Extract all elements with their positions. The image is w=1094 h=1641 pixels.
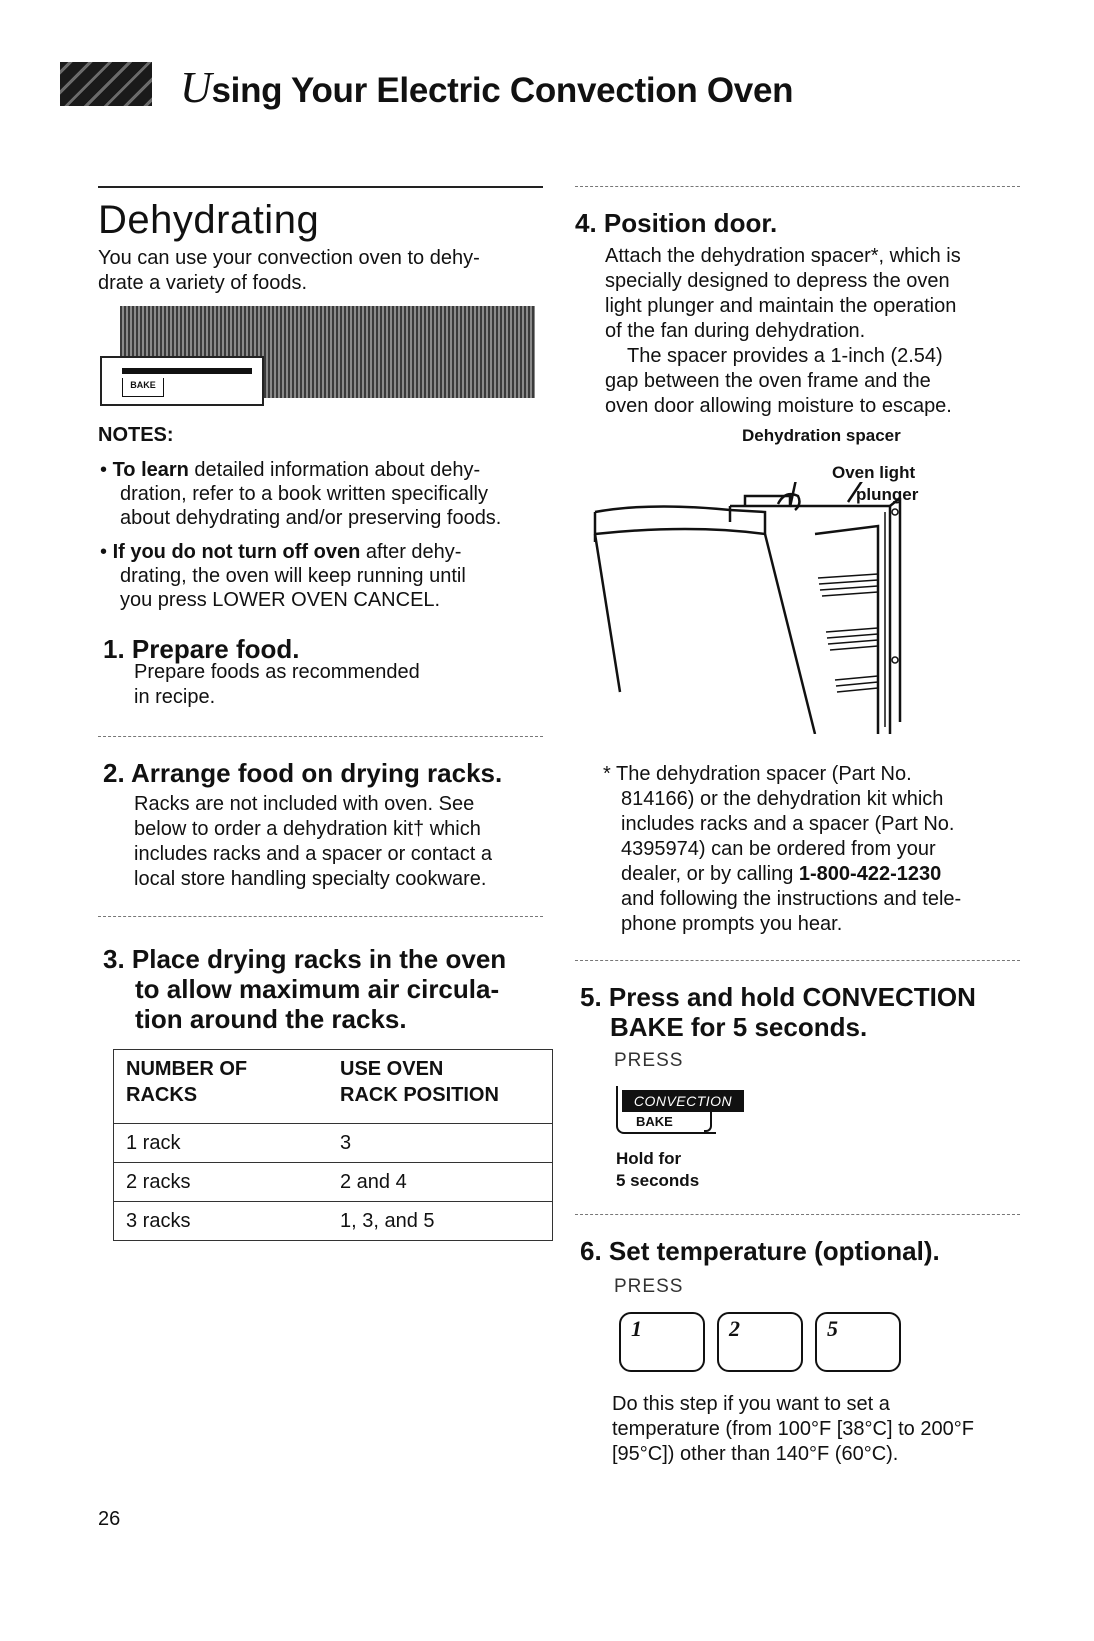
note-1-lead: To learn	[112, 459, 189, 481]
table-header-line: NUMBER OF	[126, 1058, 248, 1080]
hold-instruction	[616, 1148, 699, 1192]
key-2-label: 2	[729, 1316, 740, 1341]
step-3-line: 3. Place drying racks in the oven	[103, 944, 507, 974]
step-4-line: light plunger and maintain the operation	[605, 295, 957, 317]
footnote-line: 814166) or the dehydration kit which	[621, 788, 944, 810]
step-3-line: to allow maximum air circula-	[135, 974, 500, 1004]
key-1	[619, 1312, 705, 1372]
page-header-title	[180, 62, 793, 113]
step-1-body	[134, 660, 420, 710]
note-2-line: after dehy-	[360, 541, 462, 563]
step-6-line: [95°C]) other than 140°F (60°C).	[612, 1443, 899, 1465]
step-1-line: Prepare foods as recommended	[134, 661, 420, 683]
table-cell: 3 racks	[126, 1209, 191, 1232]
hold-line: 5 seconds	[616, 1171, 700, 1190]
note-2-line: drating, the oven will keep running until	[120, 565, 466, 587]
label-line: plunger	[856, 485, 919, 504]
header-title-cap: U	[180, 63, 212, 112]
footnote-line: dealer, or by calling	[621, 863, 799, 885]
panel-key-label: BAKE	[122, 378, 164, 397]
intro-line: drate a variety of foods.	[98, 272, 308, 294]
footnote-line: phone prompts you hear.	[621, 913, 843, 935]
footnote-line: includes racks and a spacer (Part No.	[621, 813, 955, 835]
divider	[575, 186, 1020, 187]
note-2-line: you press LOWER OVEN CANCEL.	[120, 589, 441, 611]
footnote	[603, 762, 961, 937]
key-5	[815, 1312, 901, 1372]
note-2-lead: If you do not turn off oven	[112, 541, 361, 563]
table-header-cell	[340, 1056, 552, 1108]
panel-key-bar	[122, 368, 252, 374]
divider	[98, 736, 543, 737]
step-6-title: 6. Set temperature (optional).	[580, 1236, 940, 1266]
step-4-line: gap between the oven frame and the	[605, 370, 931, 392]
key-5-label: 5	[827, 1316, 838, 1341]
step-3-line: tion around the racks.	[135, 1004, 407, 1034]
step-4-body	[605, 244, 961, 419]
table-header-row	[114, 1050, 552, 1124]
step-4-title: 4. Position door.	[575, 208, 778, 238]
key-bottom-label: BAKE	[636, 1114, 673, 1129]
header-title-rest: sing Your Electric Convection Oven	[211, 71, 794, 110]
brand-logo	[60, 62, 152, 106]
step-4-line: specially designed to depress the oven	[605, 270, 950, 292]
table-header-line: RACK POSITION	[340, 1084, 499, 1106]
footnote-line: 4395974) can be ordered from your	[621, 838, 936, 860]
section-title: Dehydrating	[98, 198, 320, 242]
press-label: PRESS	[614, 1276, 684, 1297]
notes-title: NOTES:	[98, 424, 174, 446]
intro-text	[98, 246, 480, 296]
note-1-line: about dehydrating and/or preserving foods.	[120, 507, 502, 529]
table-cell: 1 rack	[126, 1131, 181, 1154]
step-2-line: local store handling specialty cookware.	[134, 868, 487, 890]
step-6-body	[612, 1392, 974, 1467]
control-panel-illustration	[100, 300, 537, 418]
hold-line: Hold for	[616, 1149, 682, 1168]
table-row	[114, 1163, 552, 1202]
convection-bake-key-diagram	[100, 356, 264, 406]
label-dehydration-spacer: Dehydration spacer	[742, 426, 901, 445]
table-row	[114, 1202, 552, 1241]
number-keys	[619, 1312, 901, 1372]
table-row	[114, 1124, 552, 1163]
label-line: Oven light	[832, 463, 916, 482]
divider	[575, 1214, 1020, 1215]
footnote-line: and following the instructions and tele-	[621, 888, 962, 910]
page-number: 26	[98, 1508, 121, 1530]
table-cell: 2 and 4	[340, 1170, 407, 1193]
step-6-line: temperature (from 100°F [38°C] to 200°F	[612, 1418, 974, 1440]
footnote-line: * The dehydration spacer (Part No.	[603, 763, 912, 785]
step-5-line: BAKE for 5 seconds.	[610, 1012, 868, 1042]
table-header-cell	[114, 1056, 340, 1108]
step-4-line: The spacer provides a 1-inch (2.54)	[627, 345, 943, 367]
table-header-line: USE OVEN	[340, 1058, 444, 1080]
step-1-title: 1. Prepare food.	[103, 634, 300, 664]
step-4-line: Attach the dehydration spacer*, which is	[605, 245, 961, 267]
table-header-line: RACKS	[126, 1084, 198, 1106]
step-2-line: Racks are not included with oven. See	[134, 793, 475, 815]
divider	[575, 960, 1020, 961]
table-cell: 3	[340, 1131, 352, 1154]
step-5-title	[580, 982, 976, 1042]
key-bracket	[704, 1112, 712, 1132]
step-2-line: below to order a dehydration kit† which	[134, 818, 481, 840]
oven-door-illustration	[590, 482, 940, 734]
step-3-title	[103, 944, 506, 1034]
step-6-line: Do this step if you want to set a	[612, 1393, 890, 1415]
note-1-line: detailed information about dehy-	[188, 459, 481, 481]
step-4-line: of the fan during dehydration.	[605, 320, 866, 342]
note-2: • If you do not turn off oven after dehy- drating, the oven will keep running until you press LOWER OVEN CANCEL.	[100, 541, 466, 611]
convection-bake-key	[616, 1082, 750, 1134]
press-label: PRESS	[614, 1050, 684, 1071]
footnote-phone: 1-800-422-1230	[798, 863, 942, 885]
rack-position-table	[113, 1049, 553, 1241]
note-1-line: dration, refer to a book written specifically	[120, 483, 488, 505]
intro-line: You can use your convection oven to dehy-	[98, 247, 480, 269]
step-2-line: includes racks and a spacer or contact a	[134, 843, 492, 865]
table-cell: 1, 3, and 5	[340, 1209, 435, 1232]
note-1: • To learn detailed information about dehy- dration, refer to a book written specifically about dehydrating and/or preserving foods.	[100, 459, 502, 529]
section-rule	[98, 186, 543, 188]
key-2	[717, 1312, 803, 1372]
key-1-label: 1	[631, 1316, 642, 1341]
step-4-line: oven door allowing moisture to escape.	[605, 395, 952, 417]
table-cell: 2 racks	[126, 1170, 191, 1193]
step-5-line: 5. Press and hold CONVECTION	[580, 982, 976, 1012]
step-1-line: in recipe.	[134, 686, 216, 708]
divider	[98, 916, 543, 917]
step-2-title: 2. Arrange food on drying racks.	[103, 758, 503, 788]
key-top-label: CONVECTION	[622, 1090, 744, 1112]
step-2-body	[134, 792, 492, 892]
